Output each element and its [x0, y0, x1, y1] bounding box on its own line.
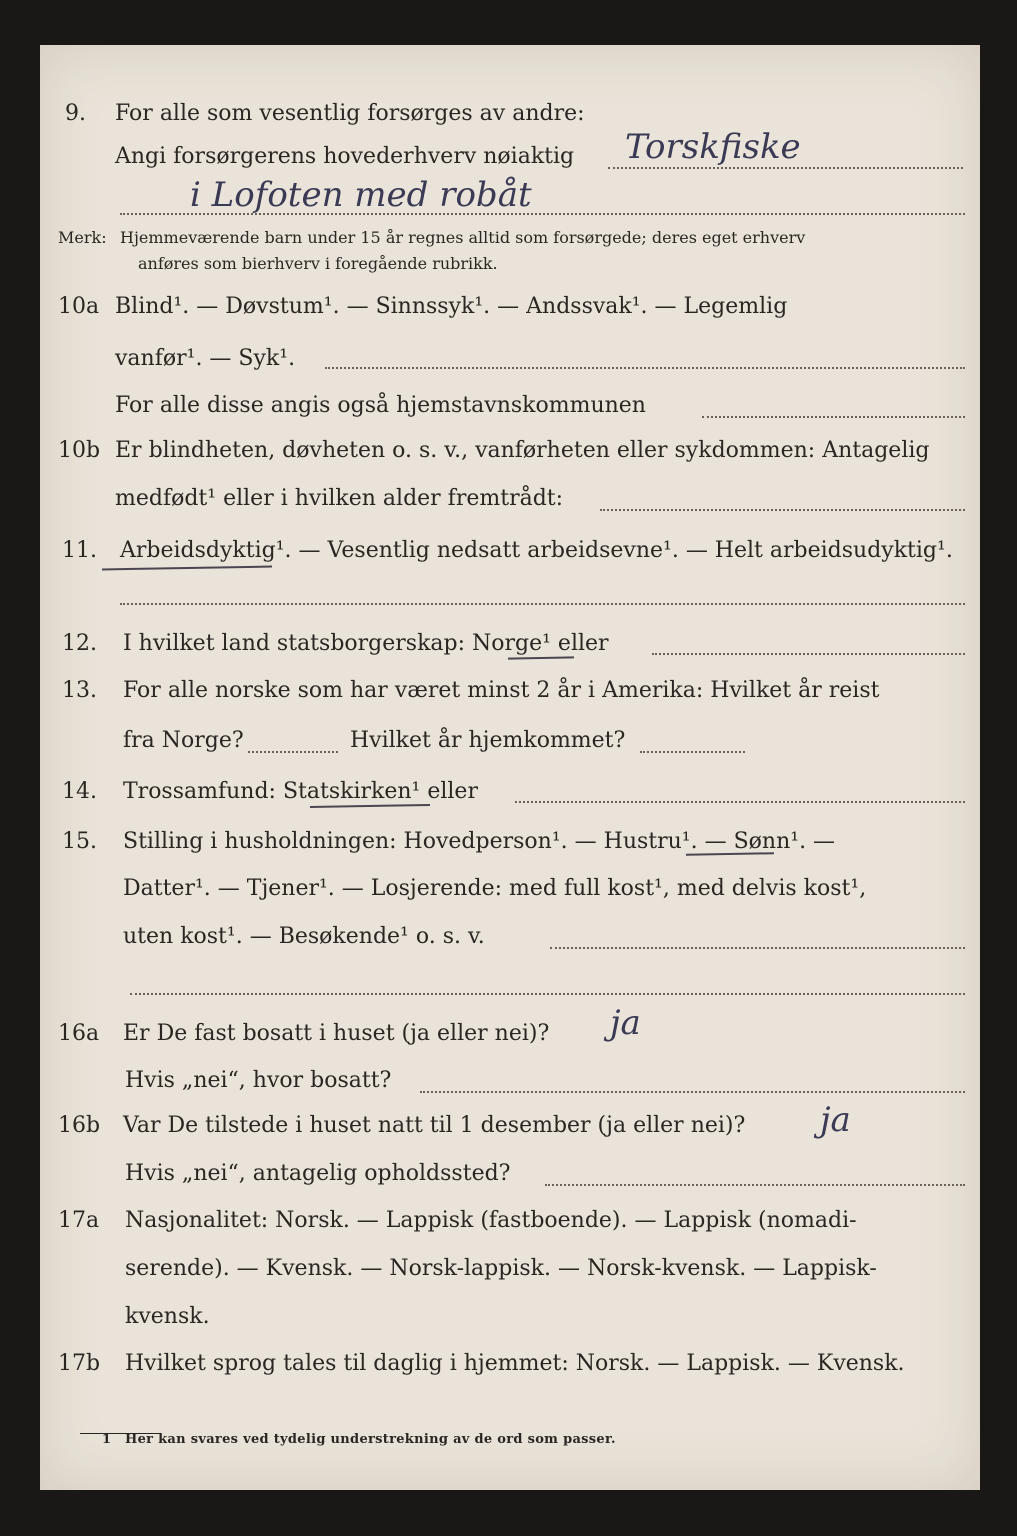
- question-text: Hvilket år hjemkommet?: [350, 728, 626, 753]
- question-text: kvensk.: [125, 1304, 210, 1329]
- question-number: 11.: [62, 538, 97, 563]
- question-number: 16b: [58, 1113, 101, 1138]
- question-text: medfødt¹ eller i hvilken alder fremtrådt:: [115, 486, 564, 511]
- question-number: 16a: [58, 1021, 100, 1046]
- question-text: serende). — Kvensk. — Norsk-lappisk. — Norsk-kvensk. — Lappisk-: [125, 1256, 877, 1281]
- question-text: I hvilket land statsborgerskap: Norge¹ eller: [123, 631, 609, 656]
- question-number: 9.: [65, 101, 86, 126]
- question-number: 14.: [62, 779, 97, 804]
- answer-line: [420, 1091, 965, 1093]
- answer-line: [120, 603, 965, 605]
- question-text: Nasjonalitet: Norsk. — Lappisk (fastboende). — Lappisk (nomadi-: [125, 1208, 857, 1233]
- answer-line: [550, 947, 965, 949]
- question-text: uten kost¹. — Besøkende¹ o. s. v.: [123, 924, 485, 949]
- note-text: anføres som bierhverv i foregående rubrikk.: [138, 254, 498, 273]
- answer-line: [325, 367, 965, 369]
- question-text: Stilling i husholdningen: Hovedperson¹. — Hustru¹. — Sønn¹. —: [123, 829, 836, 854]
- question-text: vanfør¹. — Syk¹.: [115, 346, 296, 371]
- question-text: For alle som vesentlig forsørges av andre:: [115, 101, 585, 126]
- question-text: Blind¹. — Døvstum¹. — Sinnssyk¹. — Andssvak¹. — Legemlig: [115, 294, 788, 319]
- question-text: For alle disse angis også hjemstavnskommunen: [115, 393, 646, 418]
- question-number: 13.: [62, 678, 97, 703]
- answer-line: [130, 993, 965, 995]
- answer-line: [248, 751, 338, 753]
- handwritten-answer: Torskfiske: [625, 127, 801, 167]
- census-form-page: [40, 45, 980, 1490]
- answer-line: [600, 509, 965, 511]
- question-text: Er De fast bosatt i huset (ja eller nei)?: [123, 1021, 550, 1046]
- question-text: Er blindheten, døvheten o. s. v., vanførheten eller sykdommen: Antagelig: [115, 438, 930, 463]
- note-label: Merk:: [58, 228, 107, 247]
- question-text: fra Norge?: [123, 728, 244, 753]
- question-text: Hvilket sprog tales til daglig i hjemmet: Norsk. — Lappisk. — Kvensk.: [125, 1351, 905, 1376]
- question-text: Datter¹. — Tjener¹. — Losjerende: med full kost¹, med delvis kost¹,: [123, 876, 867, 901]
- selection-underline: [508, 656, 574, 659]
- footnote-mark: 1: [102, 1432, 112, 1447]
- question-text: For alle norske som har været minst 2 år i Amerika: Hvilket år reist: [123, 678, 880, 703]
- question-text: Var De tilstede i huset natt til 1 desember (ja eller nei)?: [123, 1113, 746, 1138]
- question-number: 17b: [58, 1351, 101, 1376]
- handwritten-answer: ja: [820, 1100, 851, 1140]
- handwritten-answer: i Lofoten med robåt: [190, 175, 532, 215]
- note-text: Hjemmeværende barn under 15 år regnes alltid som forsørgede; deres eget erhverv: [120, 228, 806, 247]
- question-number: 12.: [62, 631, 97, 656]
- handwritten-answer: ja: [610, 1003, 641, 1043]
- selection-underline: [102, 566, 272, 571]
- answer-line: [652, 653, 965, 655]
- question-number: 15.: [62, 829, 97, 854]
- answer-line: [515, 801, 965, 803]
- question-number: 10a: [58, 294, 100, 319]
- answer-line: [702, 416, 965, 418]
- answer-line: [545, 1184, 965, 1186]
- question-number: 10b: [58, 438, 101, 463]
- question-number: 17a: [58, 1208, 100, 1233]
- answer-line: [608, 167, 963, 169]
- question-text: Trossamfund: Statskirken¹ eller: [123, 779, 478, 804]
- question-text: Hvis „nei“, antagelig opholdssted?: [125, 1161, 511, 1186]
- question-text: Arbeidsdyktig¹. — Vesentlig nedsatt arbeidsevne¹. — Helt arbeidsudyktig¹.: [120, 538, 953, 563]
- footnote-text: Her kan svares ved tydelig understrekning av de ord som passer.: [125, 1432, 616, 1447]
- answer-line: [640, 751, 745, 753]
- question-text: Angi forsørgerens hovederhverv nøiaktig: [115, 144, 575, 169]
- question-text: Hvis „nei“, hvor bosatt?: [125, 1068, 392, 1093]
